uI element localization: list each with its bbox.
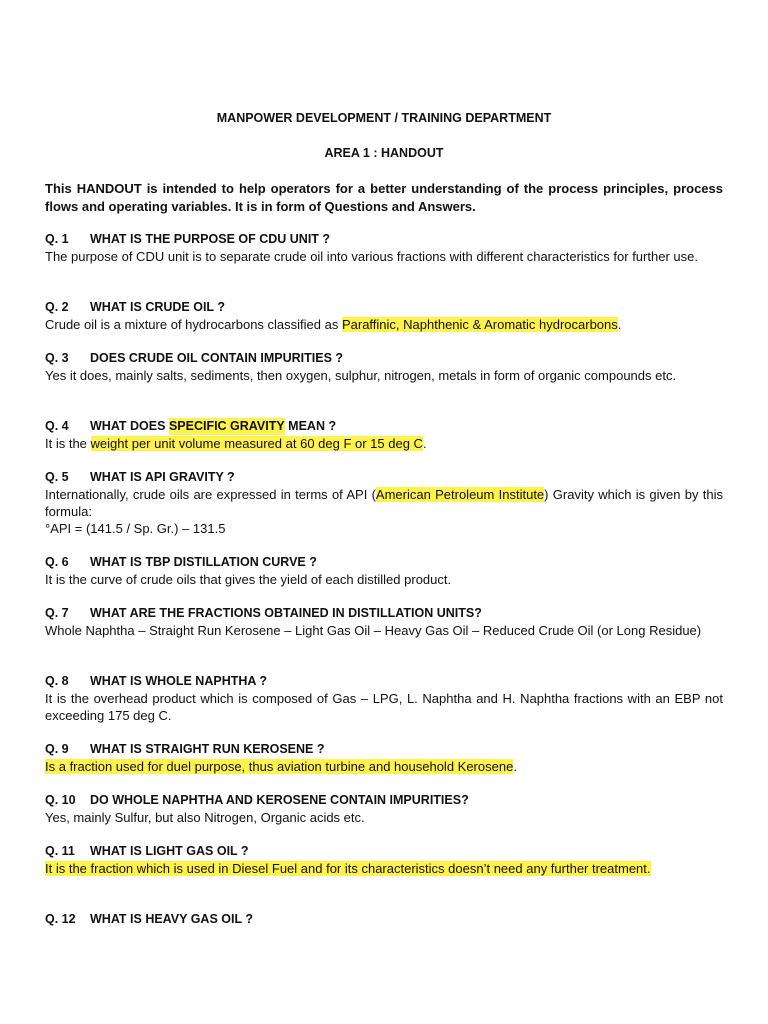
question-10: [45, 792, 723, 809]
question-3: [45, 350, 723, 367]
qa-item-7: [45, 605, 723, 639]
question-6: [45, 554, 723, 571]
question-1: [45, 231, 723, 248]
question-4: [45, 418, 723, 435]
question-number: Q. 10: [45, 793, 76, 807]
question-number: Q. 12: [45, 912, 76, 926]
intro-line-1: This HANDOUT is intended to help operators for a better understanding of the process principles, process: [45, 181, 723, 196]
question-2: [45, 299, 723, 316]
question-text: WHAT DOES: [90, 419, 169, 433]
qa-item-1: [45, 231, 723, 265]
answer-text: Crude oil is a mixture of hydrocarbons classified as: [45, 317, 342, 332]
qa-item-2: [45, 299, 723, 333]
answer-highlight: Paraffinic, Naphthenic & Aromatic hydrocarbons: [341, 317, 618, 332]
qa-item-5: [45, 469, 723, 537]
answer-7: Whole Naphtha – Straight Run Kerosene – Light Gas Oil – Heavy Gas Oil – Reduced Crude Oil (or Long Residue): [45, 623, 702, 638]
answer-8: It is the overhead product which is composed of Gas – LPG, L. Naphtha and H. Naphtha fractions with an EBP not exceeding 175 deg C.: [45, 691, 723, 723]
intro-paragraph: [45, 180, 723, 216]
answer-highlight: American Petroleum Institute: [375, 487, 545, 502]
question-8: [45, 673, 723, 690]
question-text: WHAT IS THE PURPOSE OF CDU UNIT ?: [90, 232, 331, 246]
answer-highlight: Is a fraction used for duel purpose, thus aviation turbine and household Kerosene: [45, 759, 514, 774]
qa-item-6: [45, 554, 723, 588]
question-number: Q. 9: [45, 742, 69, 756]
question-number: Q. 11: [45, 844, 75, 858]
qa-item-9: [45, 741, 723, 775]
question-12: [45, 911, 723, 928]
question-highlight: SPECIFIC GRAVITY: [168, 419, 285, 433]
answer-1: The purpose of CDU unit is to separate crude oil into various fractions with different characteristics for further use.: [45, 249, 698, 264]
question-text: WHAT IS WHOLE NAPHTHA ?: [90, 674, 268, 688]
answer-10: Yes, mainly Sulfur, but also Nitrogen, Organic acids etc.: [45, 810, 365, 825]
answer-9: [45, 758, 723, 775]
question-text: DO WHOLE NAPHTHA AND KEROSENE CONTAIN IMPURITIES?: [90, 793, 469, 807]
answer-text: .: [617, 317, 622, 332]
answer-highlight: It is the fraction which is used in Diesel Fuel and for its characteristics doesn’t need any further treatment.: [45, 861, 651, 876]
question-11: [45, 843, 723, 860]
answer-6: It is the curve of crude oils that gives the yield of each distilled product.: [45, 572, 452, 587]
question-number: Q. 4: [45, 419, 69, 433]
question-text: WHAT IS CRUDE OIL ?: [90, 300, 225, 314]
question-text: MEAN ?: [284, 419, 337, 433]
answer-highlight: weight per unit volume measured at 60 deg F or 15 deg C: [90, 436, 423, 451]
question-number: Q. 8: [45, 674, 69, 688]
question-number: Q. 3: [45, 351, 69, 365]
question-5: [45, 469, 723, 486]
answer-text: Internationally, crude oils are expressed in terms of API (: [45, 487, 376, 502]
qa-item-4: [45, 418, 723, 452]
question-text: DOES CRUDE OIL CONTAIN IMPURITIES ?: [90, 351, 344, 365]
answer-2: [45, 316, 723, 333]
question-number: Q. 1: [45, 232, 69, 246]
answer-text: .: [513, 759, 517, 774]
qa-item-8: [45, 673, 723, 724]
answer-4: [45, 435, 723, 452]
question-text: WHAT IS STRAIGHT RUN KEROSENE ?: [90, 742, 325, 756]
api-formula: °API = (141.5 / Sp. Gr.) – 131.5: [45, 521, 226, 536]
intro-line-2: flows and operating variables. It is in form of Questions and Answers.: [45, 199, 476, 214]
question-text: WHAT ARE THE FRACTIONS OBTAINED IN DISTILLATION UNITS?: [90, 606, 482, 620]
qa-item-3: [45, 350, 723, 384]
answer-text: .: [422, 436, 427, 451]
answer-3: Yes it does, mainly salts, sediments, then oxygen, sulphur, nitrogen, metals in form of organic compounds etc.: [45, 368, 677, 383]
qa-item-10: [45, 792, 723, 826]
question-number: Q. 2: [45, 300, 69, 314]
question-7: [45, 605, 723, 622]
question-text: WHAT IS HEAVY GAS OIL ?: [90, 912, 253, 926]
qa-item-12: [45, 911, 723, 928]
answer-text: ) Gravity which is given by this formula:: [45, 487, 724, 519]
question-number: Q. 5: [45, 470, 69, 484]
department-heading: MANPOWER DEVELOPMENT / TRAINING DEPARTMENT: [216, 111, 552, 125]
question-text: WHAT IS LIGHT GAS OIL ?: [90, 844, 249, 858]
question-number: Q. 7: [45, 606, 69, 620]
question-number: Q. 6: [45, 555, 69, 569]
question-9: [45, 741, 723, 758]
question-text: WHAT IS API GRAVITY ?: [90, 470, 235, 484]
answer-5: [45, 486, 723, 520]
answer-text: It is the: [45, 436, 91, 451]
answer-11: [45, 860, 723, 877]
question-text: WHAT IS TBP DISTILLATION CURVE ?: [90, 555, 317, 569]
area-heading: AREA 1 : HANDOUT: [324, 146, 444, 160]
qa-item-11: [45, 843, 723, 877]
